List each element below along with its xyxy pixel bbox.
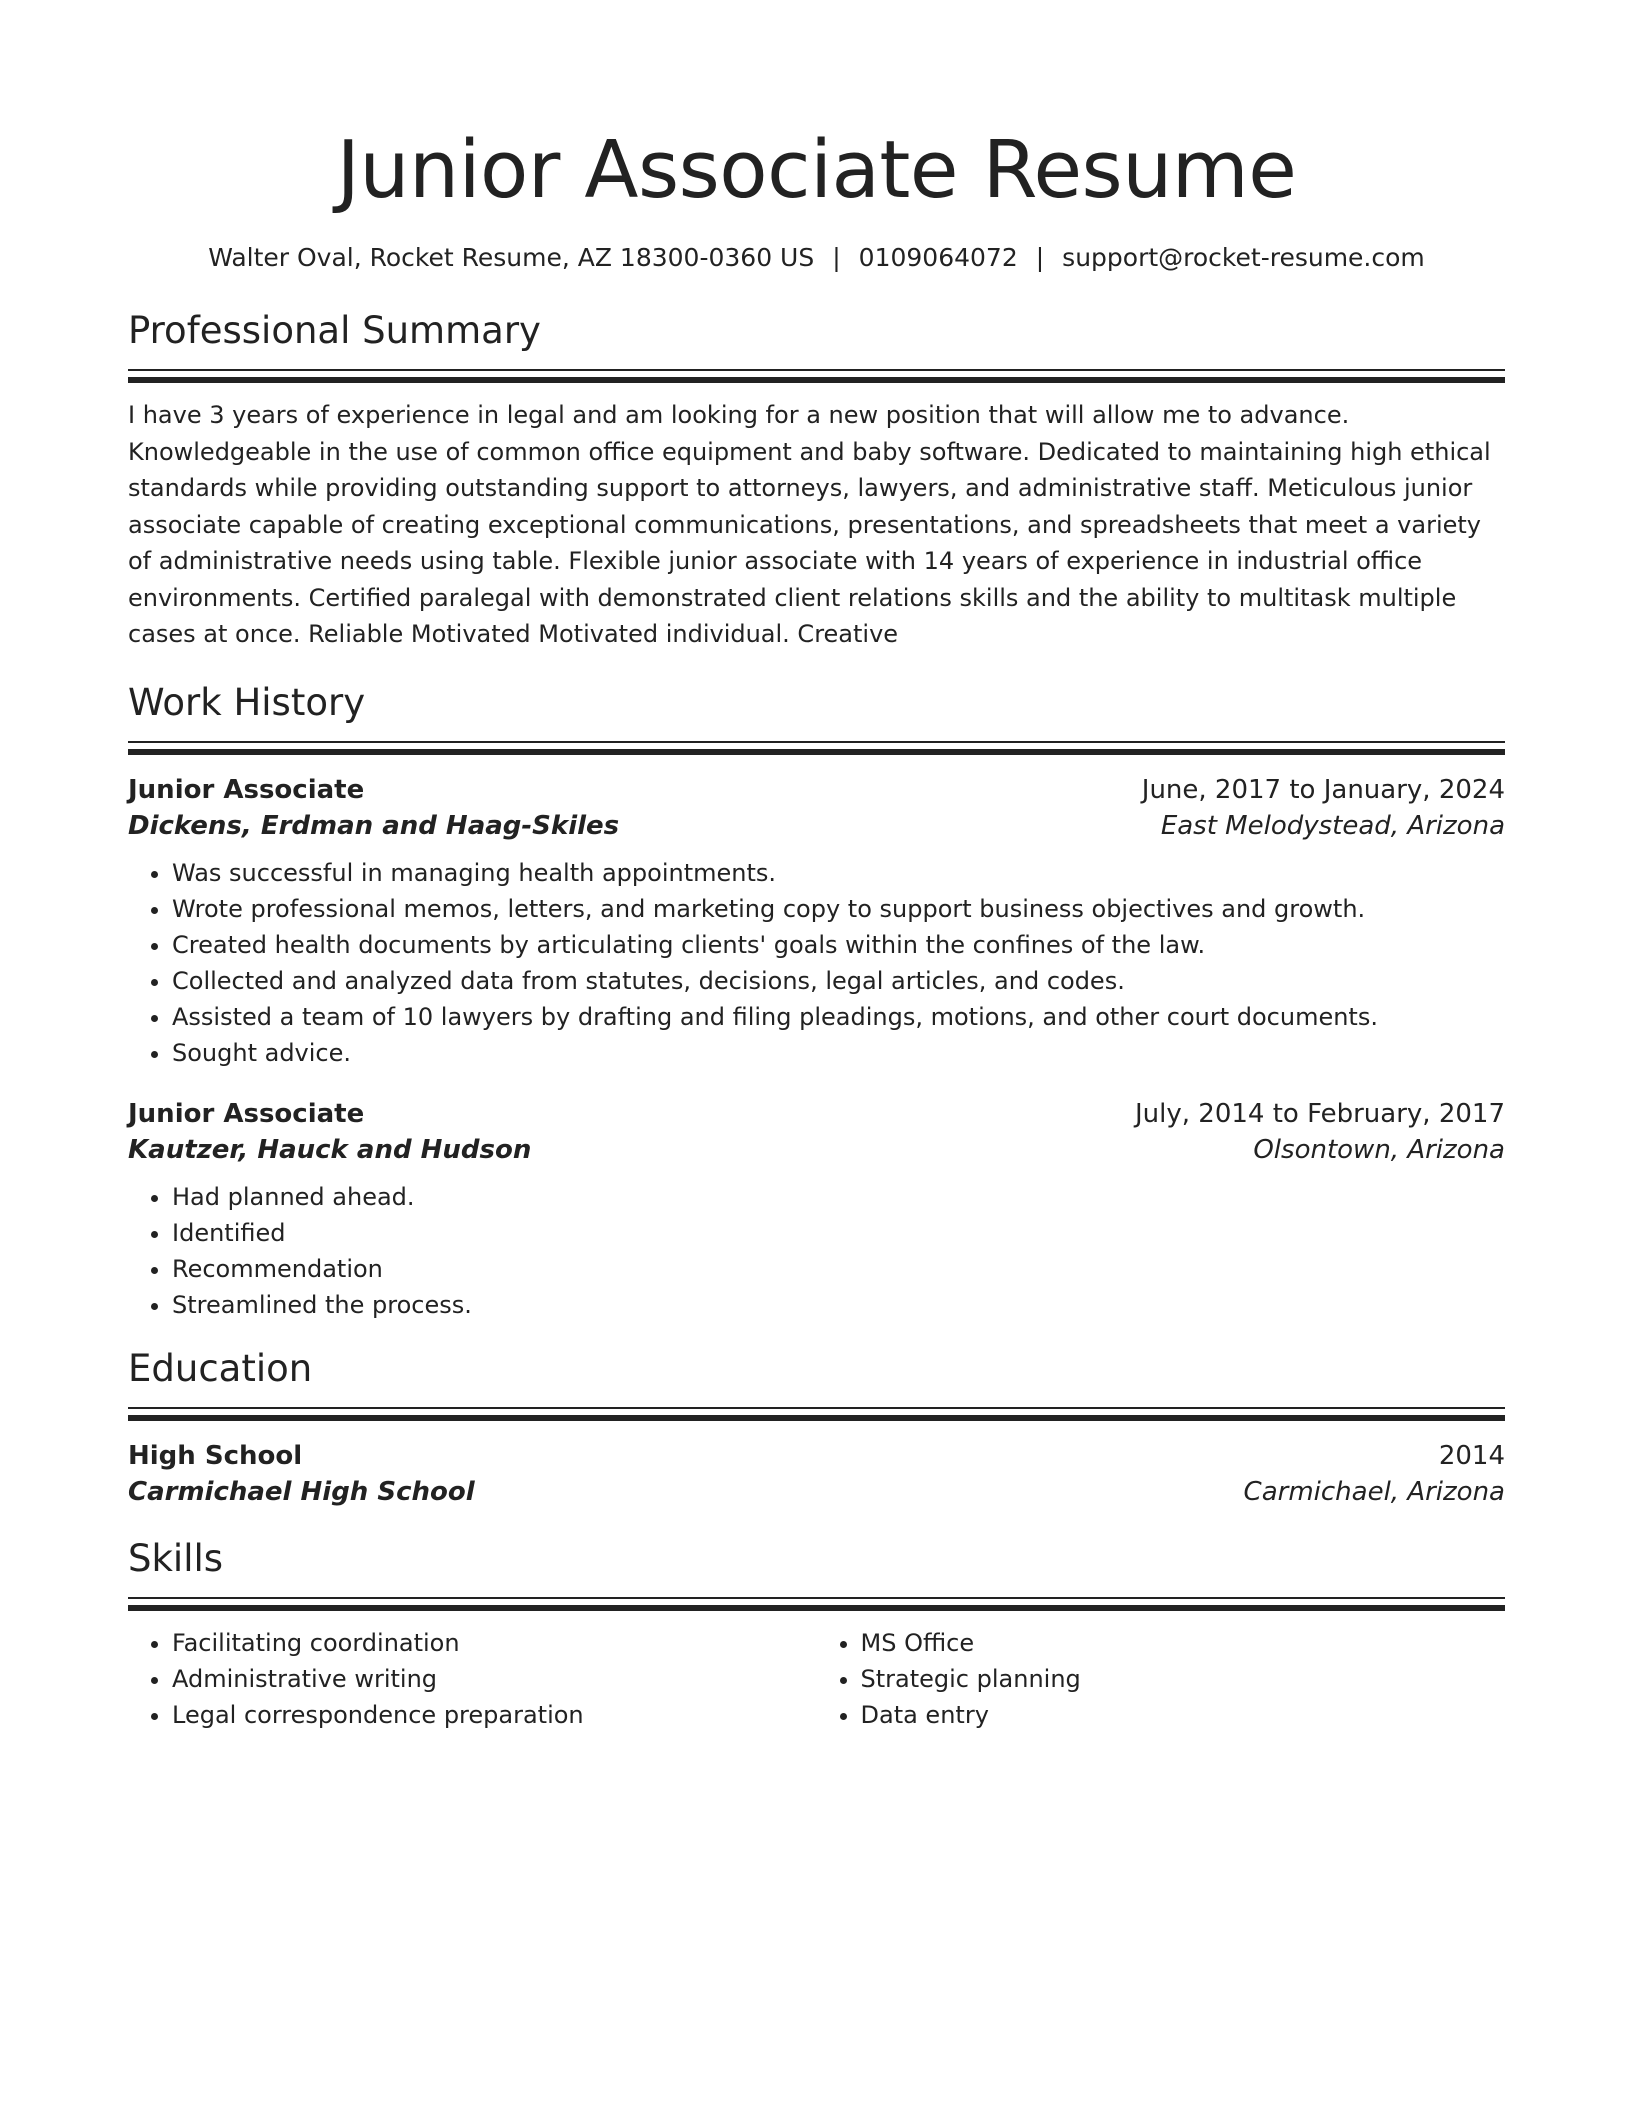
job-bullet: • Recommendation [172, 1251, 1505, 1287]
job-company: Kautzer, Hauck and Hudson [128, 1134, 532, 1165]
skills-section [128, 1535, 1505, 1733]
job-entry [128, 1099, 1505, 1323]
job-bullet: • Wrote professional memos, letters, and marketing copy to support business objectives and growth. [172, 891, 1505, 927]
education-section [128, 1345, 1505, 1507]
skill-item: • MS Office [861, 1625, 1506, 1661]
section-divider [128, 1407, 1505, 1421]
skill-item: • Strategic planning [861, 1661, 1506, 1697]
contact-email: support@rocket-resume.com [1062, 243, 1425, 272]
skills-list [817, 1625, 1506, 1733]
job-bullet: • Was successful in managing health appointments. [172, 855, 1505, 891]
job-dates: July, 2014 to February, 2017 [1135, 1098, 1505, 1129]
skill-item: • Administrative writing [172, 1661, 817, 1697]
section-divider [128, 741, 1505, 755]
education-subheader [128, 1477, 1505, 1507]
job-title: Junior Associate [128, 1098, 365, 1129]
education-heading: Education [128, 1346, 313, 1390]
skills-grid [128, 1625, 1505, 1733]
job-subheader [128, 1135, 1505, 1165]
education-school: Carmichael High School [128, 1476, 475, 1507]
job-title: Junior Associate [128, 774, 365, 805]
skills-list [128, 1625, 817, 1733]
job-dates: June, 2017 to January, 2024 [1141, 774, 1505, 805]
job-location: East Melodystead, Arizona [1160, 810, 1505, 841]
skills-column-right [817, 1625, 1506, 1733]
contact-line [128, 242, 1505, 274]
education-location: Carmichael, Arizona [1243, 1476, 1505, 1507]
job-bullets [128, 1179, 1505, 1323]
job-bullet: • Streamlined the process. [172, 1287, 1505, 1323]
job-entry [128, 775, 1505, 1071]
job-company: Dickens, Erdman and Haag-Skiles [128, 810, 620, 841]
job-header [128, 1099, 1505, 1129]
education-year: 2014 [1438, 1440, 1505, 1471]
skill-item: • Facilitating coordination [172, 1625, 817, 1661]
education-header [128, 1441, 1505, 1471]
education-degree: High School [128, 1440, 303, 1471]
resume-title: Junior Associate Resume [336, 124, 1297, 216]
job-bullet: • Collected and analyzed data from statutes, decisions, legal articles, and codes. [172, 963, 1505, 999]
job-bullet: • Sought advice. [172, 1035, 1505, 1071]
contact-separator: | [832, 243, 841, 272]
job-header [128, 775, 1505, 805]
summary-heading: Professional Summary [128, 309, 541, 352]
skills-column-left [128, 1625, 817, 1733]
job-location: Olsontown, Arizona [1253, 1134, 1505, 1165]
job-bullet: • Had planned ahead. [172, 1179, 1505, 1215]
job-bullets [128, 855, 1505, 1071]
job-subheader [128, 811, 1505, 841]
summary-section [128, 307, 1505, 653]
contact-separator: | [1035, 243, 1045, 272]
section-divider [128, 369, 1505, 383]
work-history-section [128, 679, 1505, 1323]
contact-phone: 0109064072 [858, 243, 1018, 272]
job-bullet: • Created health documents by articulating clients' goals within the confines of the law. [172, 927, 1505, 963]
skill-item: • Data entry [861, 1697, 1506, 1733]
skill-item: • Legal correspondence preparation [172, 1697, 817, 1733]
skills-heading: Skills [128, 1536, 224, 1580]
summary-text: I have 3 years of experience in legal and am looking for a new position that will allow me to advance. Knowledgeable in the use of common office equipment and baby software. Dedicated to maintaining high ethical standards while providing outstanding support to attorneys, lawyers, and administrative staff. Meticulous junior associate capable of creating exceptional communications, presentations, and spreadsheets that meet a variety of administrative needs using table. Flexible junior associate with 14 years of experience in industrial office environments. Certified paralegal with demonstrated client relations skills and the ability to multitask multiple cases at once. Reliable Motivated Motivated individual. Creative [128, 401, 1491, 648]
contact-address: Walter Oval, Rocket Resume, AZ 18300-0360 US [208, 243, 815, 272]
section-divider [128, 1597, 1505, 1611]
work-history-heading: Work History [128, 680, 366, 724]
job-bullet: • Assisted a team of 10 lawyers by drafting and filing pleadings, motions, and other court documents. [172, 999, 1505, 1035]
job-bullet: • Identified [172, 1215, 1505, 1251]
